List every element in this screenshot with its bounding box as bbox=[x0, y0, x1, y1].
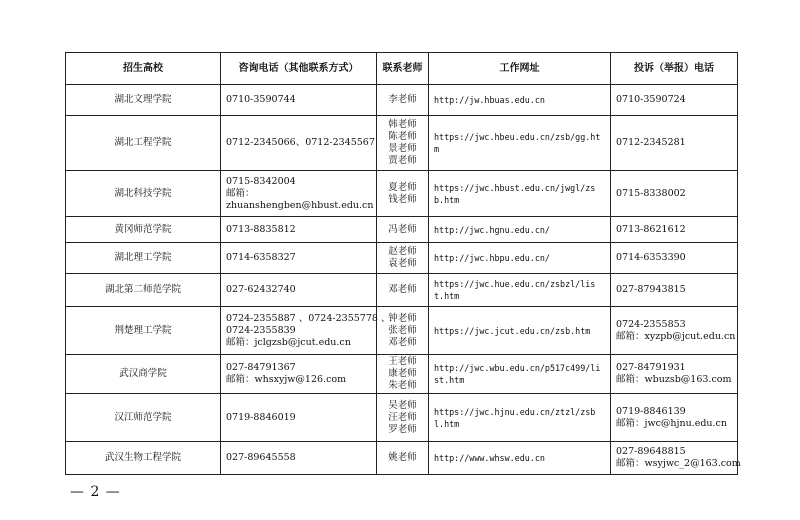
website-url[interactable]: http://jwc.wbu.edu.cn/p517c499/list.htm bbox=[429, 355, 611, 394]
consult-phone-line: 0715-8342004 bbox=[226, 175, 296, 187]
consult-phone-line: 0712-2345066、0712-2345567 bbox=[226, 137, 375, 148]
contact-teacher-cell bbox=[377, 217, 429, 243]
complaint-phone-cell bbox=[611, 116, 738, 171]
page-number: — 2 — bbox=[70, 484, 121, 500]
teacher-name: 冯老师 bbox=[388, 223, 417, 235]
table-row bbox=[66, 243, 738, 274]
teacher-name: 罗老师 bbox=[388, 423, 417, 435]
complaint-line: 027-89648815 bbox=[616, 446, 686, 457]
admissions-contact-table bbox=[65, 52, 741, 475]
website-url[interactable]: https://jwc.hue.edu.cn/zsbzl/list.htm bbox=[429, 274, 611, 307]
teacher-name: 贾老师 bbox=[388, 155, 417, 166]
complaint-line: 0712-2345281 bbox=[616, 137, 686, 148]
complaint-phone-cell bbox=[611, 394, 738, 442]
contact-teacher-cell bbox=[377, 116, 429, 171]
complaint-line: 0719-8846139 bbox=[616, 405, 686, 417]
school-name: 湖北科技学院 bbox=[66, 171, 221, 217]
teacher-name: 邓老师 bbox=[388, 284, 417, 295]
teacher-name: 陈老师 bbox=[388, 131, 417, 142]
header-complaint: 投诉（举报）电话 bbox=[611, 53, 738, 85]
consult-phone-line: 0724-2355887 、0724-2355778 、 bbox=[226, 312, 391, 324]
school-name: 武汉商学院 bbox=[66, 355, 221, 394]
consult-phone-line: 0724-2355839 bbox=[226, 324, 296, 336]
website-url[interactable]: https://jwc.hbust.edu.cn/jwgl/zsb.htm bbox=[429, 171, 611, 217]
website-url[interactable]: https://jwc.hbeu.edu.cn/zsb/gg.htm bbox=[429, 116, 611, 171]
table-row bbox=[66, 307, 738, 355]
consult-phone-cell bbox=[221, 355, 377, 394]
website-url[interactable]: http://jwc.hgnu.edu.cn/ bbox=[429, 217, 611, 243]
teacher-name: 钱老师 bbox=[388, 193, 417, 205]
consult-phone-line: 邮箱： bbox=[226, 187, 255, 199]
consult-phone-cell bbox=[221, 394, 377, 442]
complaint-phone-cell bbox=[611, 171, 738, 217]
complaint-phone-cell bbox=[611, 274, 738, 307]
teacher-name: 张老师 bbox=[388, 324, 417, 336]
teacher-name: 朱老师 bbox=[388, 380, 417, 391]
consult-phone-cell bbox=[221, 274, 377, 307]
teacher-name: 韩老师 bbox=[388, 119, 417, 130]
complaint-line: 邮箱：xyzpb@jcut.edu.cn bbox=[616, 330, 736, 342]
consult-phone-line: 027-84791367 bbox=[226, 362, 296, 373]
teacher-name: 景老师 bbox=[388, 143, 417, 154]
website-url[interactable]: http://www.whsw.edu.cn bbox=[429, 442, 611, 475]
school-name: 湖北文理学院 bbox=[66, 85, 221, 116]
complaint-phone-cell bbox=[611, 355, 738, 394]
consult-phone-cell bbox=[221, 307, 391, 355]
complaint-phone-cell bbox=[611, 243, 738, 274]
table-row bbox=[66, 442, 738, 475]
table-row bbox=[66, 171, 738, 217]
teacher-name: 赵老师 bbox=[388, 246, 417, 257]
consult-phone-line: 0719-8846019 bbox=[226, 411, 296, 423]
school-name: 湖北理工学院 bbox=[66, 243, 221, 274]
complaint-line: 0710-3590724 bbox=[616, 94, 686, 105]
contact-teacher-cell bbox=[377, 274, 429, 307]
school-name: 黄冈师范学院 bbox=[66, 217, 221, 243]
contact-teacher-cell bbox=[377, 171, 429, 217]
table-row bbox=[66, 355, 738, 394]
complaint-line: 027-84791931 bbox=[616, 362, 686, 373]
contact-teacher-cell bbox=[377, 85, 429, 116]
consult-phone-line: 0714-6358327 bbox=[226, 252, 296, 263]
teacher-name: 吴老师 bbox=[388, 399, 417, 411]
teacher-name: 夏老师 bbox=[388, 181, 417, 193]
header-teacher: 联系老师 bbox=[377, 53, 429, 85]
consult-phone-line: 0710-3590744 bbox=[226, 94, 296, 105]
school-name: 武汉生物工程学院 bbox=[66, 442, 221, 475]
teacher-name: 王老师 bbox=[388, 356, 417, 367]
complaint-phone-cell bbox=[611, 217, 738, 243]
school-name: 湖北第二师范学院 bbox=[66, 274, 221, 307]
consult-phone-line: 027-62432740 bbox=[226, 284, 296, 295]
table-row bbox=[66, 217, 738, 243]
consult-phone-line: 邮箱：whsxyjw@126.com bbox=[226, 374, 347, 385]
header-phone: 咨询电话（其他联系方式） bbox=[221, 53, 377, 85]
complaint-line: 0714-6353390 bbox=[616, 252, 686, 263]
consult-phone-cell bbox=[221, 442, 377, 475]
contact-teacher-cell bbox=[377, 394, 429, 442]
table-row bbox=[66, 394, 738, 442]
complaint-line: 邮箱：jwc@hjnu.edu.cn bbox=[616, 417, 727, 429]
consult-phone-cell bbox=[221, 171, 377, 217]
header-url: 工作网址 bbox=[429, 53, 611, 85]
website-url[interactable]: https://jwc.hjnu.edu.cn/ztzl/zsbl.htm bbox=[429, 394, 611, 442]
complaint-line: 0724-2355853 bbox=[616, 318, 686, 330]
contact-teacher-cell bbox=[377, 442, 429, 475]
teacher-name: 汪老师 bbox=[388, 411, 417, 423]
consult-phone-cell bbox=[221, 217, 377, 243]
website-url[interactable]: http://jw.hbuas.edu.cn bbox=[429, 85, 611, 116]
consult-phone-line: zhuanshengben@hbust.edu.cn bbox=[226, 199, 374, 211]
header-school: 招生高校 bbox=[66, 53, 221, 85]
consult-phone-line: 027-89645558 bbox=[226, 452, 296, 463]
table-row bbox=[66, 85, 738, 116]
complaint-phone-cell bbox=[611, 307, 738, 355]
school-name: 汉江师范学院 bbox=[66, 394, 221, 442]
complaint-line: 邮箱：wbuzsb@163.com bbox=[616, 374, 732, 385]
teacher-name: 钟老师 bbox=[388, 312, 417, 324]
teacher-name: 姚老师 bbox=[388, 452, 417, 463]
complaint-line: 027-87943815 bbox=[616, 284, 686, 295]
table-header-row bbox=[66, 53, 738, 85]
consult-phone-cell bbox=[221, 116, 377, 171]
teacher-name: 邓老师 bbox=[388, 336, 417, 348]
website-url[interactable]: https://jwc.jcut.edu.cn/zsb.htm bbox=[429, 307, 611, 355]
website-url[interactable]: http://jwc.hbpu.edu.cn/ bbox=[429, 243, 611, 274]
complaint-phone-cell bbox=[611, 85, 738, 116]
teacher-name: 李老师 bbox=[388, 94, 417, 105]
teacher-name: 袁老师 bbox=[388, 258, 417, 269]
complaint-line: 邮箱：wsyjwc_2@163.com bbox=[616, 458, 741, 469]
complaint-line: 0713-8621612 bbox=[616, 223, 686, 235]
table-row bbox=[66, 274, 738, 307]
consult-phone-line: 0713-8835812 bbox=[226, 223, 296, 235]
contact-teacher-cell bbox=[377, 243, 429, 274]
complaint-phone-cell bbox=[611, 442, 741, 475]
consult-phone-cell bbox=[221, 243, 377, 274]
teacher-name: 康老师 bbox=[388, 368, 417, 379]
table-row bbox=[66, 116, 738, 171]
consult-phone-cell bbox=[221, 85, 377, 116]
contact-teacher-cell bbox=[377, 355, 429, 394]
consult-phone-line: 邮箱：jclgzsb@jcut.edu.cn bbox=[226, 336, 351, 348]
complaint-line: 0715-8338002 bbox=[616, 187, 686, 199]
school-name: 荆楚理工学院 bbox=[66, 307, 221, 355]
school-name: 湖北工程学院 bbox=[66, 116, 221, 171]
